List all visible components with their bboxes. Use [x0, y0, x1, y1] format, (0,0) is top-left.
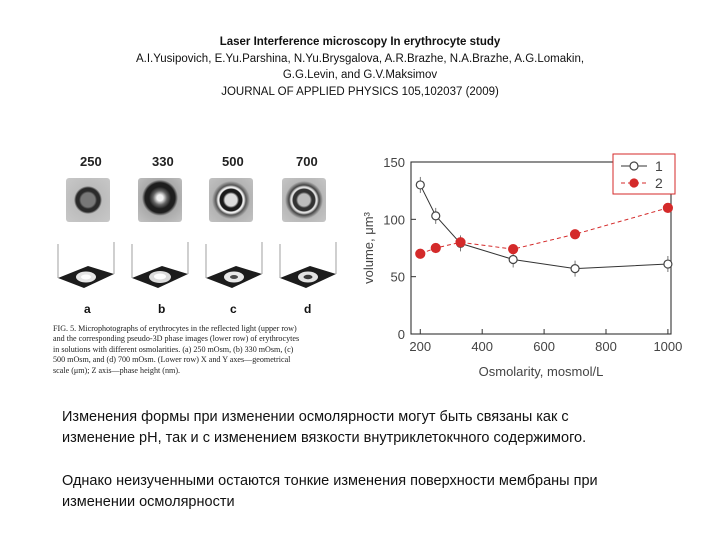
- osmolarity-label: 250: [80, 154, 102, 169]
- caption-line: scale (μm); Z axis—phase height (nm).: [53, 365, 181, 375]
- chart-svg: [355, 150, 685, 382]
- caption-line: and the corresponding pseudo-3D phase images (lower row) of erythrocytes: [53, 334, 300, 344]
- y-tick-label: 150: [383, 155, 405, 170]
- series-2-point: [663, 203, 672, 212]
- series-1-point: [664, 260, 672, 268]
- series-2-point: [431, 243, 440, 252]
- legend-label: 2: [655, 175, 663, 191]
- phase-image-b: [128, 238, 190, 300]
- paper-title: Laser Interference microscopy In erythrocyte study: [219, 36, 501, 48]
- cell-micrograph-b: [138, 178, 182, 222]
- x-tick-label: 400: [471, 339, 494, 354]
- slide-header: [0, 34, 720, 100]
- series-2-point: [509, 245, 518, 254]
- x-tick-label: 600: [533, 339, 555, 354]
- series-1-line: [420, 185, 668, 269]
- phase-image-c: [202, 238, 264, 300]
- authors-line-2: G.G.Levin, and G.V.Maksimov: [282, 69, 438, 81]
- series-2-line: [420, 208, 668, 254]
- legend-box: [613, 154, 675, 194]
- paragraph-1-line-2: изменение pH, так и с изменением вязкости внутриклетокчного содержимого.: [62, 430, 587, 446]
- osmolarity-label: 330: [152, 154, 174, 169]
- series-2-point: [570, 230, 579, 239]
- figure-caption: [53, 324, 349, 376]
- series-2-point: [416, 249, 425, 258]
- caption-line: FIG. 5. Microphotographs of erythrocytes in the reflected light (upper row): [53, 324, 297, 333]
- volume-osmolarity-chart: [355, 150, 685, 382]
- series-2-point: [456, 238, 465, 247]
- legend-marker: [630, 162, 638, 170]
- x-axis-label: Osmolarity, mosmol/L: [478, 364, 604, 379]
- paragraph-2-line-2: изменении осмолярности: [62, 494, 235, 510]
- series-1-point: [571, 265, 579, 273]
- erythrocyte-figure: [52, 150, 352, 395]
- osmolarity-label: 500: [222, 154, 244, 169]
- y-tick-label: 100: [383, 212, 405, 228]
- caption-line: 500 mOsm, and (d) 700 mOsm. (Lower row) X and Y axes—geometrical: [53, 355, 291, 365]
- paragraph-1: [62, 407, 702, 449]
- x-tick-label: 1000: [653, 339, 683, 354]
- panel-label: b: [158, 302, 166, 316]
- y-tick-label: 50: [390, 269, 405, 285]
- panel-label: a: [84, 302, 91, 316]
- cell-micrograph-c: [209, 178, 253, 222]
- journal-reference: JOURNAL OF APPLIED PHYSICS 105,102037 (2009): [221, 85, 499, 98]
- legend-marker: [629, 178, 638, 187]
- caption-line: in solutions with different osmolarities. (a) 250 mOsm, (b) 330 mOsm, (c): [53, 344, 294, 354]
- authors-line-1: A.I.Yusipovich, E.Yu.Parshina, N.Yu.Brysgalova, A.R.Brazhe, N.A.Brazhe, A.G.Lomakin,: [135, 52, 585, 65]
- y-tick-label: 0: [397, 327, 405, 342]
- cell-micrograph-a: [66, 178, 110, 222]
- osmolarity-labels: [62, 154, 342, 170]
- paragraph-2-line-1: Однако неизученными остаются тонкие изменения поверхности мембраны при: [62, 473, 598, 489]
- panel-label: c: [230, 302, 237, 316]
- legend-label: 1: [655, 158, 663, 174]
- osmolarity-label: 700: [296, 154, 318, 169]
- series-1-point: [432, 212, 440, 220]
- y-axis-label: volume, μm³: [361, 212, 376, 284]
- panel-label: d: [304, 302, 312, 316]
- paragraph-1-line-1: Изменения формы при изменении осмолярности могут быть связаны как с: [62, 409, 569, 425]
- cell-micrograph-d: [282, 178, 326, 222]
- phase-image-d: [276, 238, 338, 300]
- series-1-point: [416, 181, 424, 189]
- x-tick-label: 800: [595, 339, 617, 354]
- x-tick-label: 200: [409, 339, 432, 354]
- phase-image-a: [54, 238, 116, 300]
- series-1-point: [509, 255, 517, 263]
- paragraph-2: [62, 471, 702, 513]
